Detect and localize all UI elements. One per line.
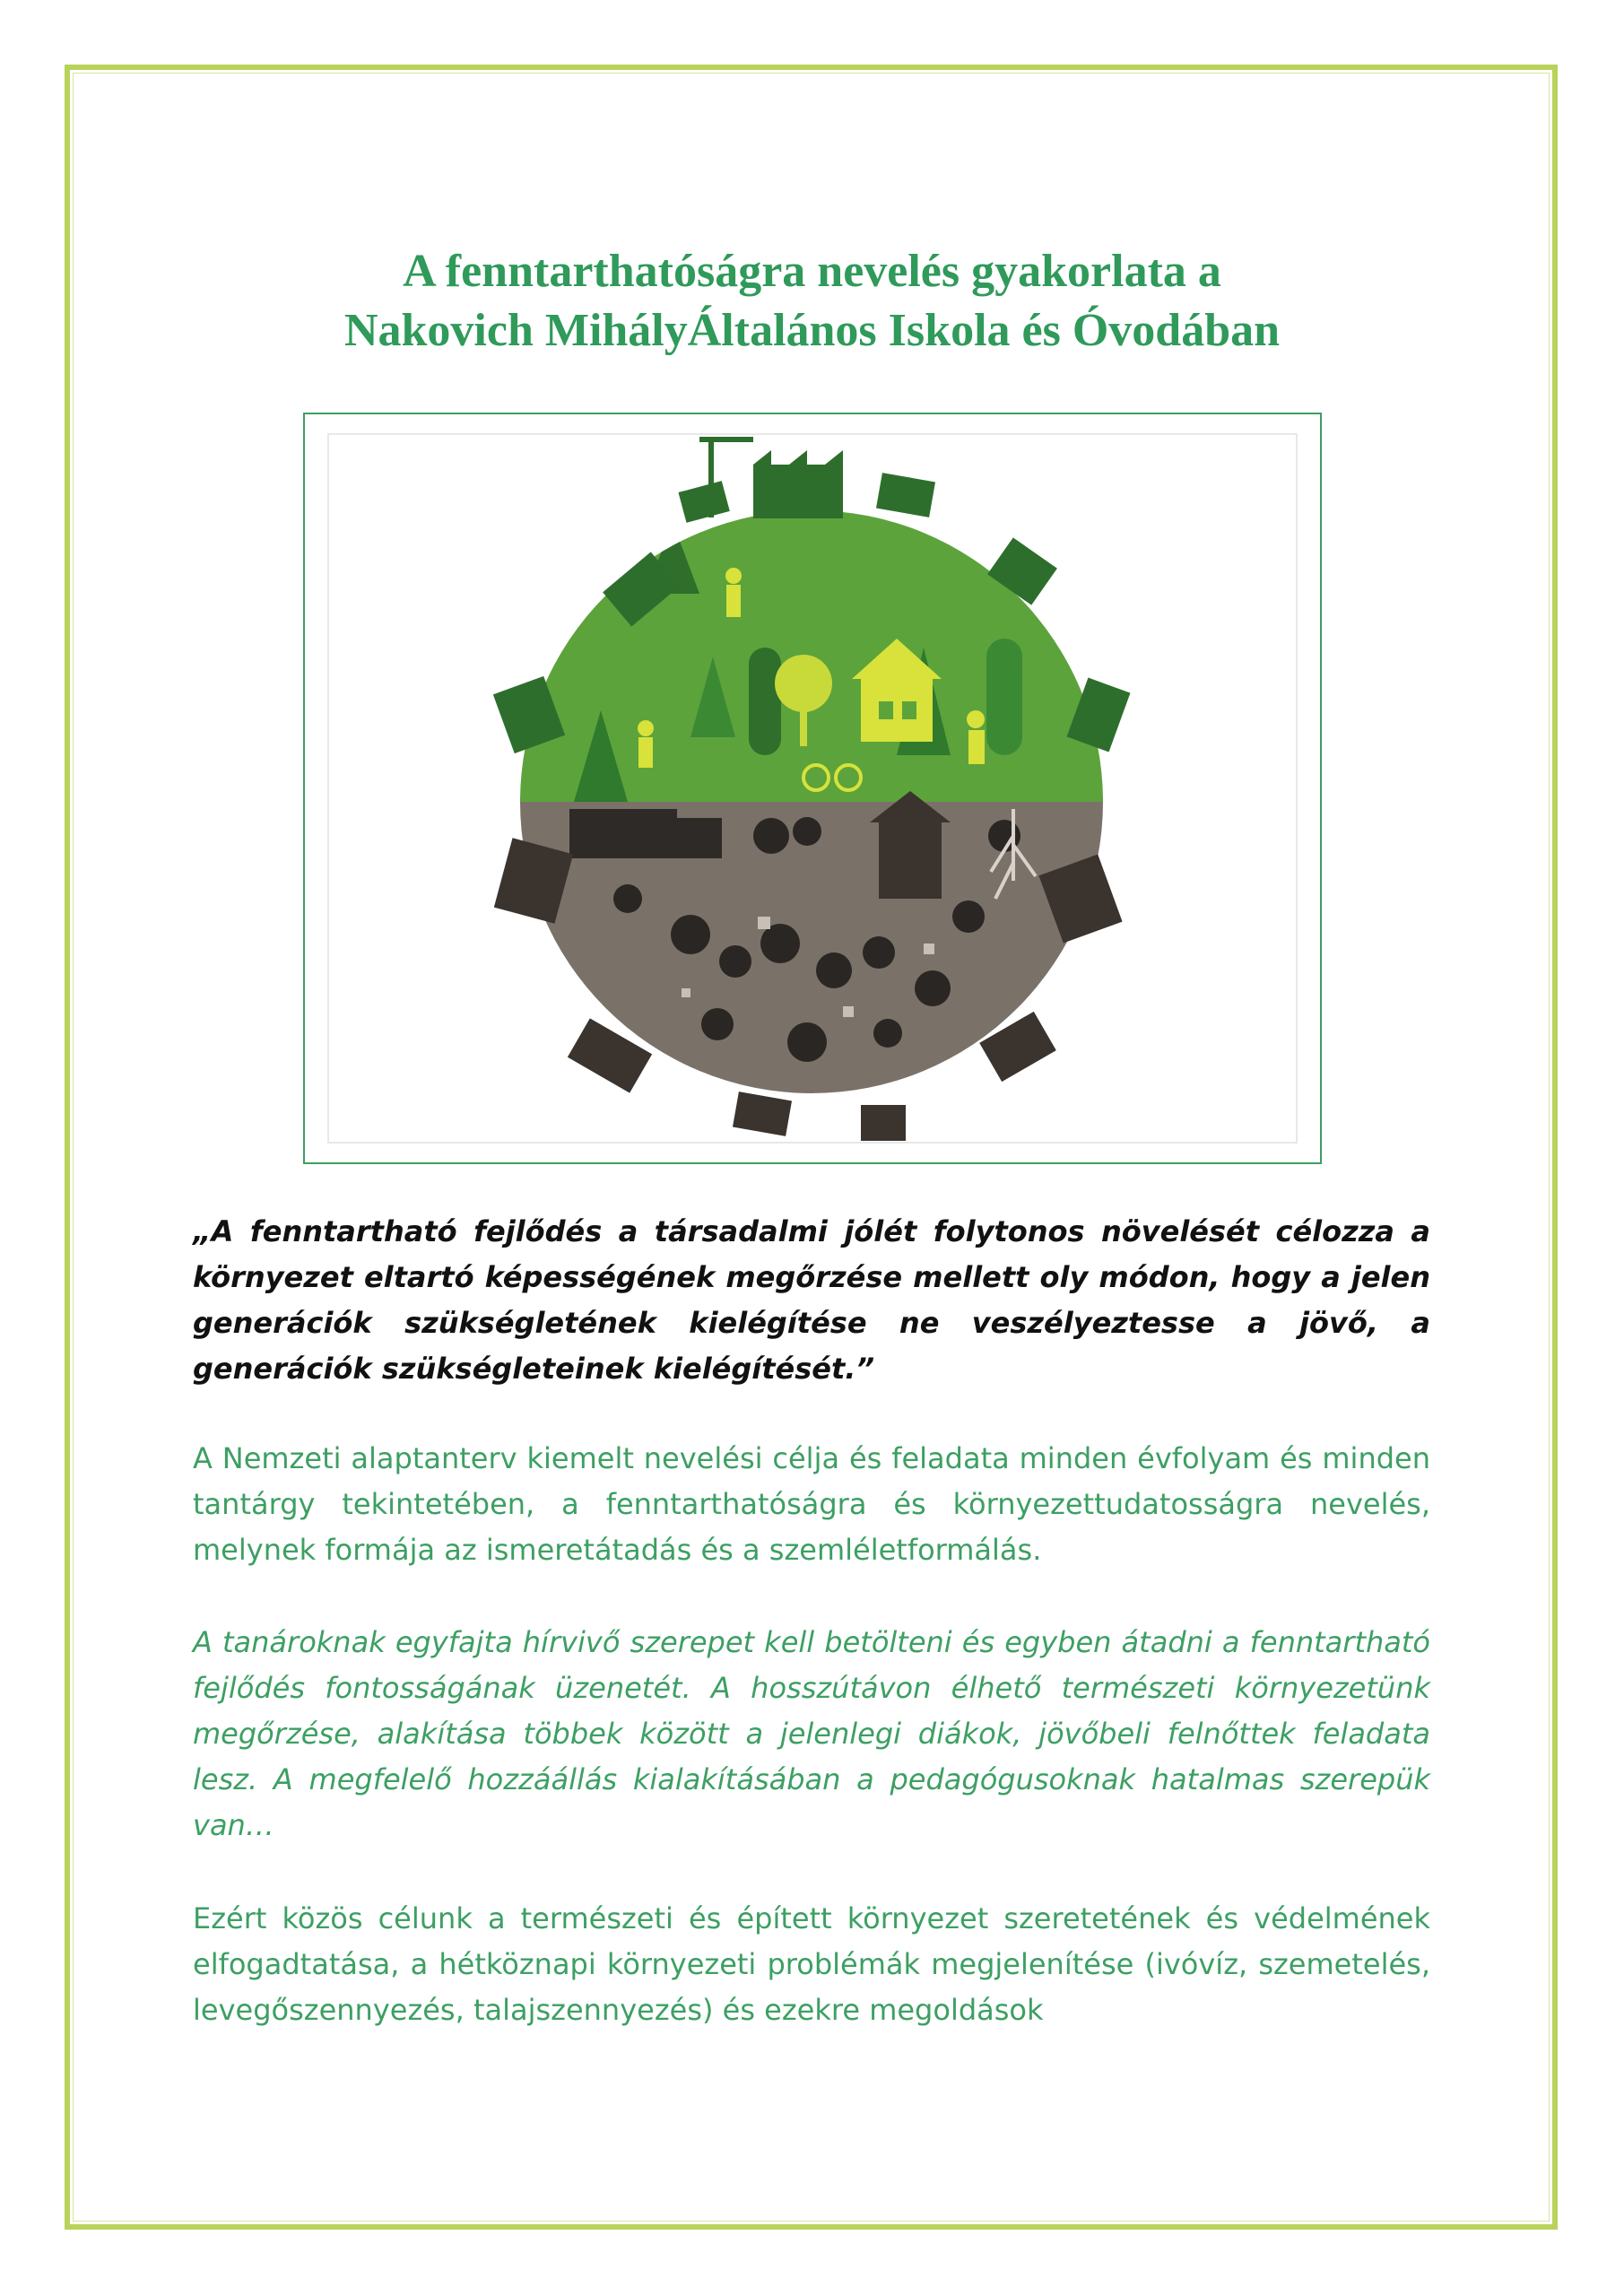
sustainability-globe-illustration bbox=[305, 414, 1320, 1162]
paragraph-nat: A Nemzeti alaptanterv kiemelt nevelési célja és feladata minden évfolyam és minden tantárgy tekintetében, a fenntarthatóságra és környezettudatosságra nevelés, melynek formája az ismeretátadás és a szemléletformálás. bbox=[193, 1441, 1430, 1567]
paragraph-teachers: A tanároknak egyfajta hírvivő szerepet kell betölteni és egyben átadni a fenntartható fejlődés fontosságának üzenetét. A hosszútávon élhető természeti környezetünk megőrzése, alakítása többek között a jelenlegi diákok, jövőbeli felnőttek feladata lesz. A megfelelő hozzáállás kialakításában a pedagógusoknak hatalmas szerepük van… bbox=[193, 1625, 1430, 1842]
sustainability-globe-figure bbox=[303, 413, 1322, 1164]
paragraph-goals: Ezért közös célunk a természeti és épített környezet szeretetének és védelmének elfogadtatása, a hétköznapi környezeti problémák megjelenítése (ivóvíz, szemetelés, levegőszennyezés, talajszennyezés) és ezekre megoldások bbox=[193, 1901, 1430, 2027]
page-title bbox=[179, 242, 1445, 361]
title-line-1: A fenntarthatóságra nevelés gyakorlata a bbox=[403, 246, 1221, 297]
title-line-2: Nakovich MihályÁltalános Iskola és Óvodában bbox=[343, 305, 1281, 356]
quote-paragraph: „A fenntartható fejlődés a társadalmi jólét folytonos növelését célozza a környezet eltartó képességének megőrzése mellett oly módon, hogy a jelen generációk szükségletének kielégítése ne veszélyeztesse a jövő, a generációk szükségleteinek kielégítését.” bbox=[193, 1214, 1430, 1386]
